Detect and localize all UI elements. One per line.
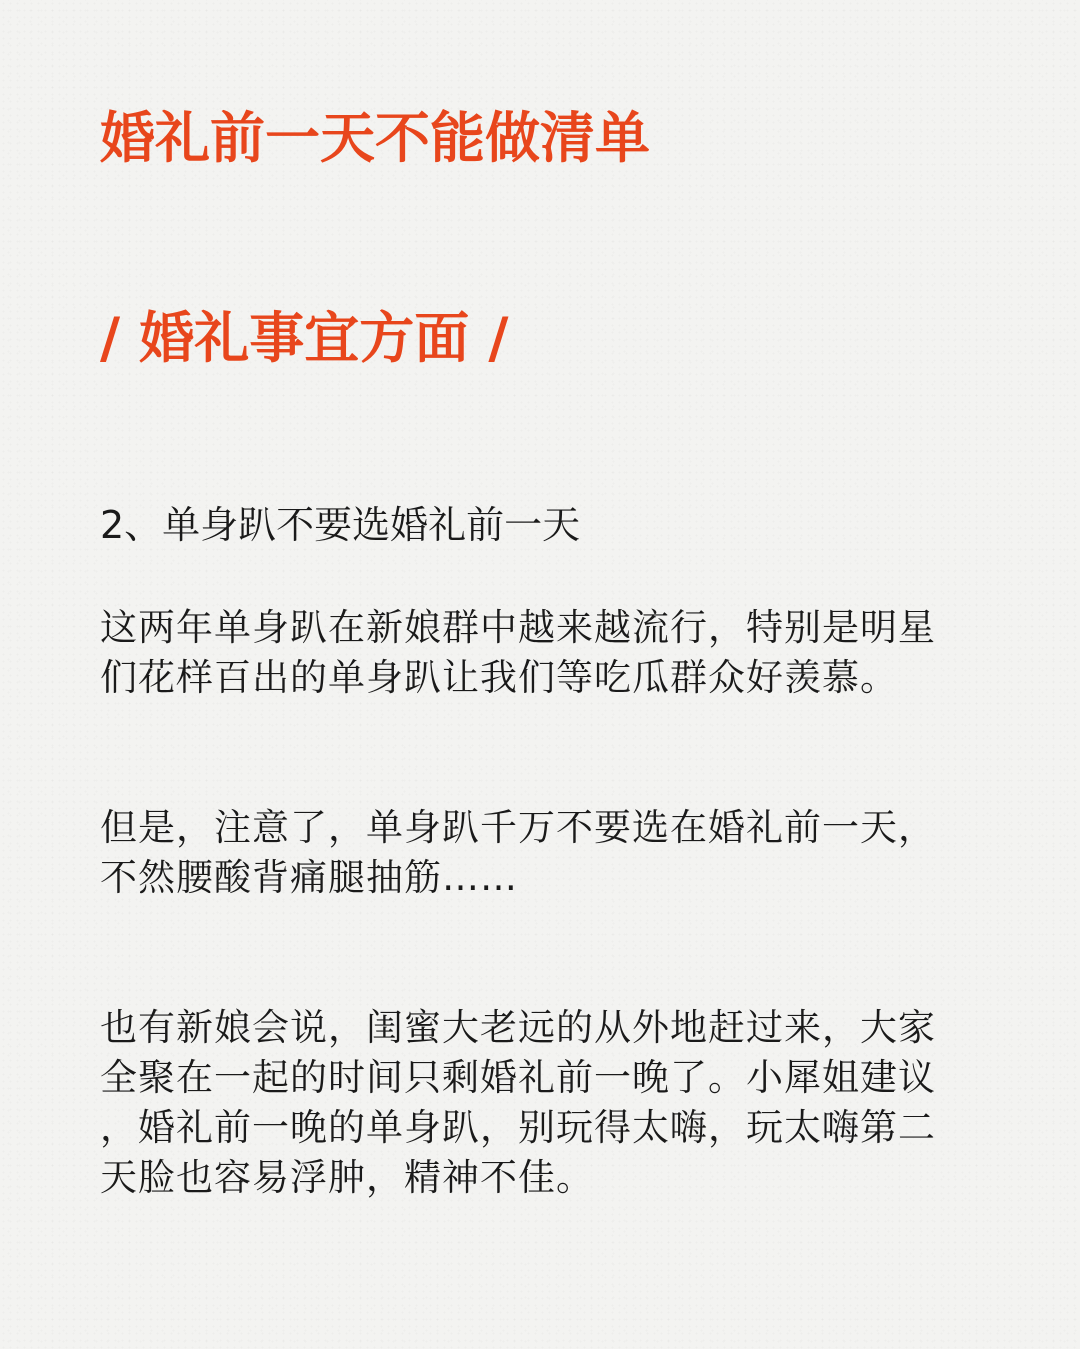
paragraph-line: 但是，注意了，单身趴千万不要选在婚礼前一天，: [100, 806, 936, 849]
paragraph-line: ，婚礼前一晚的单身趴，别玩得太嗨，玩太嗨第二: [100, 1106, 936, 1149]
paragraph-line: 们花样百出的单身趴让我们等吃瓜群众好羡慕。: [100, 656, 898, 699]
paragraph-line: 天脸也容易浮肿，精神不佳。: [100, 1156, 594, 1199]
paragraph-line: 不然腰酸背痛腿抽筋……: [100, 856, 518, 899]
paragraph-line: 也有新娘会说，闺蜜大老远的从外地赶过来，大家: [100, 1006, 936, 1049]
paragraph-2: [100, 803, 1020, 903]
item-heading: 2、单身趴不要选婚礼前一天: [100, 503, 581, 547]
section-heading: / 婚礼事宜方面 /: [100, 306, 509, 370]
page-title: 婚礼前一天不能做清单: [100, 106, 651, 170]
paragraph-line: 全聚在一起的时间只剩婚礼前一晚了。小犀姐建议: [100, 1056, 936, 1099]
paragraph-3: [100, 1003, 1020, 1203]
paragraph-line: 这两年单身趴在新娘群中越来越流行，特别是明星: [100, 606, 936, 649]
paragraph-1: [100, 603, 1020, 703]
